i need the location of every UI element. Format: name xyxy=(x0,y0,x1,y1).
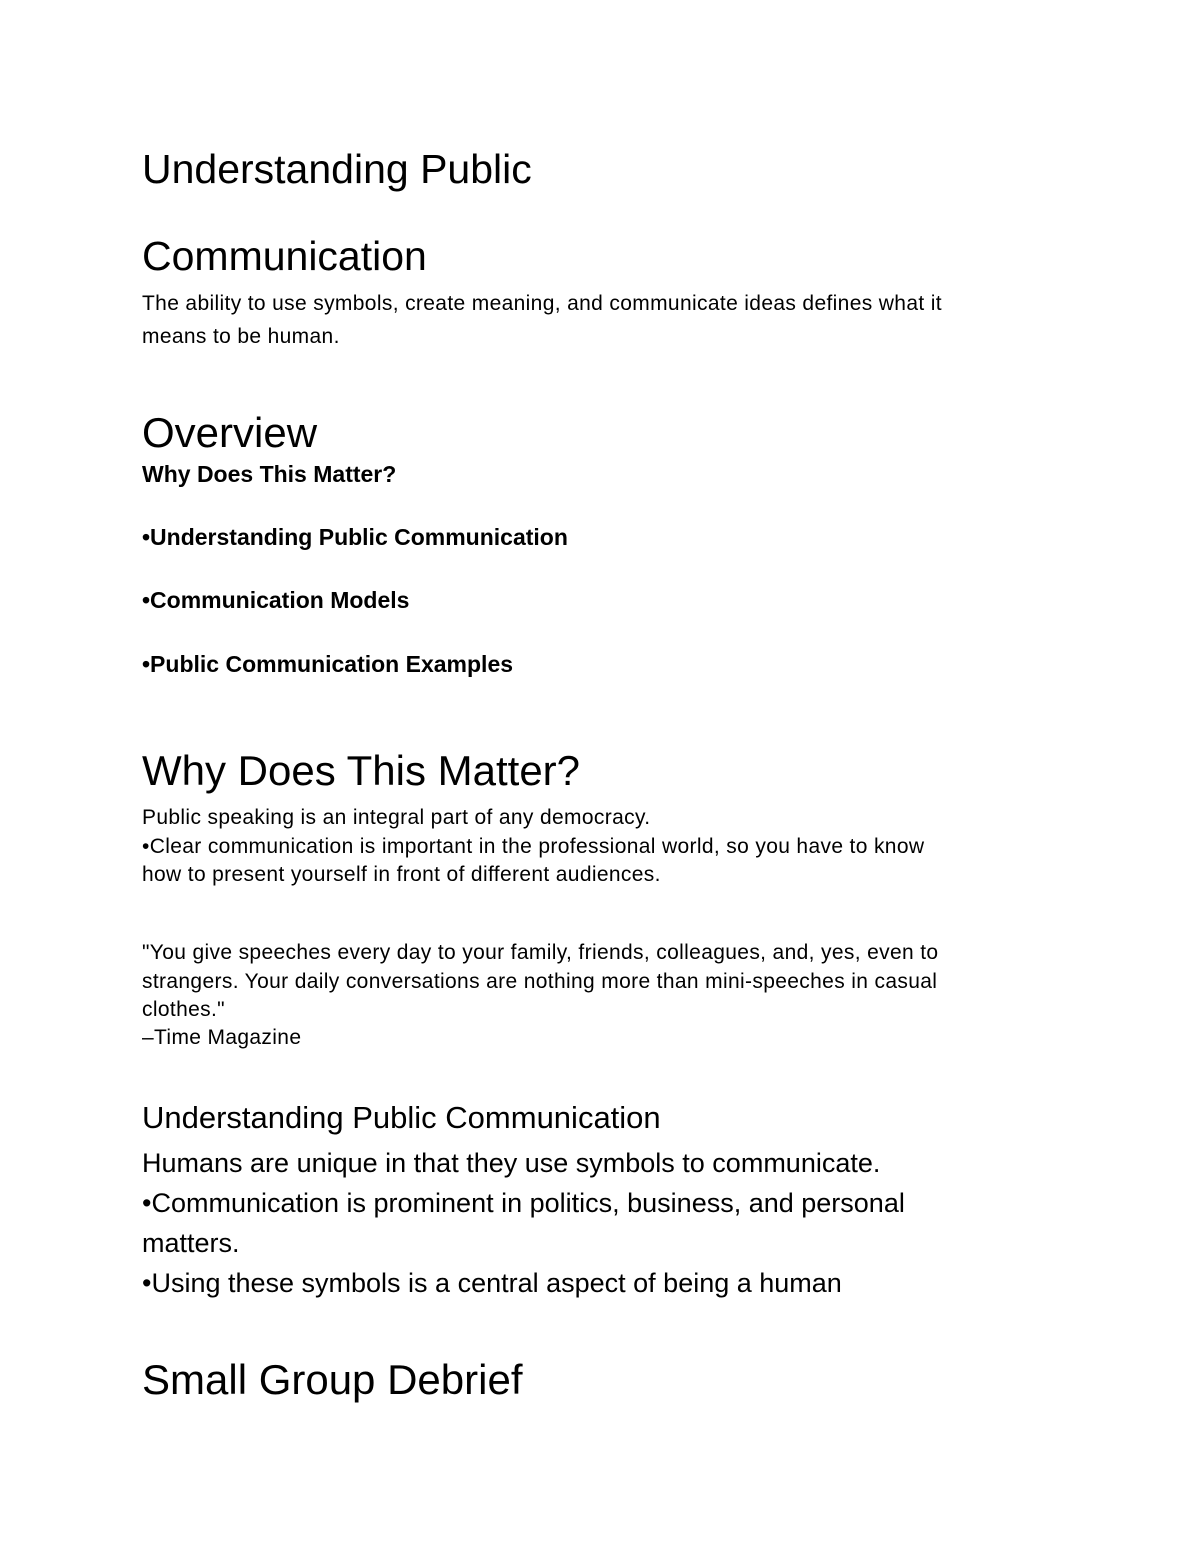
why-text-line-3: how to present yourself in front of different audiences. xyxy=(142,863,661,886)
quote-attribution: –Time Magazine xyxy=(142,1026,302,1049)
overview-heading: Overview xyxy=(142,409,318,456)
overview-item: •Understanding Public Communication xyxy=(142,524,568,550)
overview-item: •Communication Models xyxy=(142,587,410,613)
why-heading: Why Does This Matter? xyxy=(142,747,581,794)
overview-item: •Public Communication Examples xyxy=(142,651,514,677)
understanding-text-line-1: Humans are unique in that they use symbols to communicate. xyxy=(142,1148,881,1178)
quote-line-2: strangers. Your daily conversations are nothing more than mini-speeches in casual xyxy=(142,970,938,993)
debrief-heading: Small Group Debrief xyxy=(142,1356,523,1403)
understanding-heading: Understanding Public Communication xyxy=(142,1100,661,1135)
document-title-line-2: Communication xyxy=(142,233,427,279)
intro-text-line-2: means to be human. xyxy=(142,325,340,348)
why-text-line-1: Public speaking is an integral part of any democracy. xyxy=(142,806,651,829)
understanding-text-line-4: •Using these symbols is a central aspect of being a human xyxy=(142,1268,842,1298)
understanding-text-line-3: matters. xyxy=(142,1228,240,1258)
overview-subheading: Why Does This Matter? xyxy=(142,461,397,487)
intro-text-line-1: The ability to use symbols, create meaning, and communicate ideas defines what it xyxy=(142,292,942,315)
quote-line-1: "You give speeches every day to your family, friends, colleagues, and, yes, even to xyxy=(142,941,939,964)
why-text-line-2: •Clear communication is important in the professional world, so you have to know xyxy=(142,835,925,858)
document-title-line-1: Understanding Public xyxy=(142,146,532,192)
understanding-text-line-2: •Communication is prominent in politics, business, and personal xyxy=(142,1188,905,1218)
quote-line-3: clothes." xyxy=(142,998,225,1021)
